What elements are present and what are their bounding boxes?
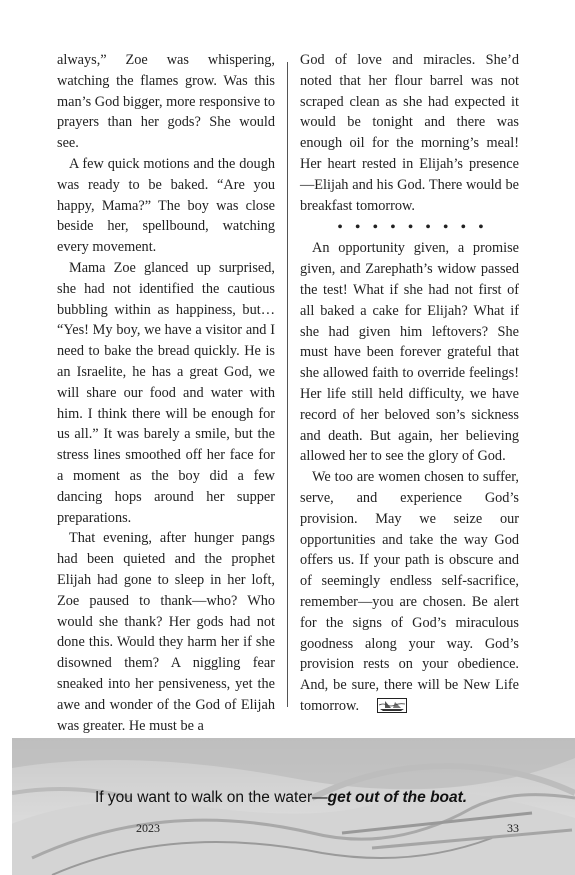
- left-column: [57, 50, 275, 736]
- tagline-plain: If you want to walk on the water—: [95, 789, 328, 806]
- left-paragraph-2: A few quick motions and the dough was ready to be baked. “Are you happy, Mama?” The boy was close beside her, spellbound, watching every movement.: [57, 155, 275, 256]
- left-paragraph-4: That evening, after hunger pangs had been quieted and the prophet Elijah had gone to sleep in her loft, Zoe paused to thank—who? Who would she thank? Her gods had not done this. Would they harm her if she disowned them? A niggling fear sneaked into her pensiveness, yet the awe and wonder of the God of Elijah was greater. He must be a: [57, 530, 275, 734]
- footer-tagline: [95, 789, 467, 807]
- right-paragraph-2: [300, 467, 519, 717]
- tagline-emphasis: get out of the boat.: [327, 789, 468, 806]
- right-paragraph-1: An opportunity given, a promise given, and Zarephath’s widow passed the test! What if she had not first of all baked a cake for Elijah? What if she had given him leftovers? She must have been forever grateful that she allowed faith to override feelings! Her life still held difficulty, we have record of her beloved son’s sickness and death. But again, her believing allowed her to see the glory of God.: [300, 240, 519, 465]
- right-column: [300, 50, 519, 717]
- left-paragraph-1: always,” Zoe was whispering, watching the flames grow. Was this man’s God bigger, more responsive to prayers than her gods? She would see.: [57, 52, 275, 152]
- boat-end-mark-icon: [365, 698, 395, 713]
- right-paragraph-continuation: God of love and miracles. She’d noted that her flour barrel was not scraped clean as she had expected it would be tonight and there was enough oil for the morning’s meal! Her heart rested in Elijah’s presence—Elijah and his God. There would be breakfast tomorrow.: [300, 52, 519, 214]
- column-divider: [287, 62, 288, 707]
- footer-year: 2023: [136, 821, 160, 835]
- left-paragraph-3: Mama Zoe glanced up surprised, she had not identified the cautious bubbling within as happiness, but… “Yes! My boy, we have a visitor and I need to bake the bread quickly. He is an Israelite, he has a great God, we will share our food and water with him. I think there will be enough for us all.” It was barely a smile, but the stress lines smoothed off her face for a moment as the boy did a few dancing hops around her supper preparations.: [57, 259, 275, 526]
- section-separator: • • • • • • • • •: [337, 219, 488, 237]
- page-number: 33: [507, 821, 519, 835]
- right-paragraph-2-text: We too are women chosen to suffer, serve, and experience God’s provision. May we seize our opportunities and take the way God offers us. If your path is obscure and of seemingly endless self-sacrifice, remember—you are chosen. Be alert for the signs of God’s miraculous goodness along your way. God’s provision rests on your obedience. And, be sure, there will be New Life tomorrow.: [300, 469, 519, 714]
